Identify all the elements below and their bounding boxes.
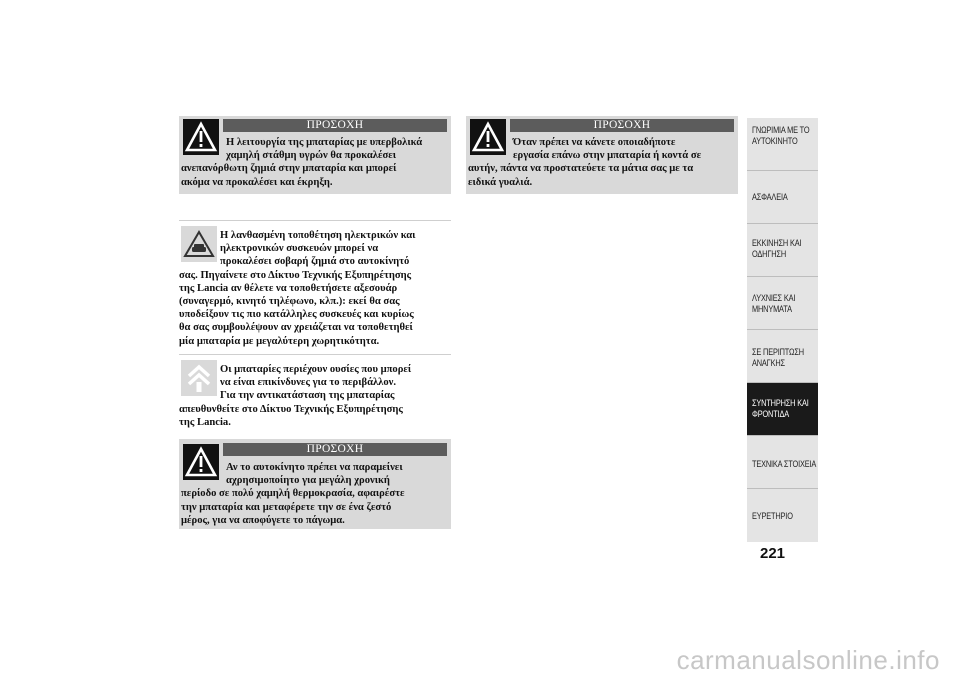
text-line: υποδείξουν τις πιο κατάλληλες συσκευές και κυρίως	[179, 309, 414, 321]
tab-emergency[interactable]	[747, 330, 818, 383]
text-line: Για την αντικατάσταση της μπαταρίας	[220, 390, 395, 402]
text-line: Οι μπαταρίες περιέχουν ουσίες που μπορεί	[220, 364, 412, 375]
text-line: Η λειτουργία της μπαταρίας με υπερβολικά	[226, 137, 423, 148]
text-line: μέρος, για να αποφύγετε το πάγωμα.	[181, 514, 345, 526]
note-text	[179, 229, 451, 348]
text-line: της Lancia αν θέλετε να τοποθετήσετε αξεσουάρ	[179, 282, 398, 294]
note-environment	[179, 354, 451, 426]
tab-label: ΦΡΟΝΤΙΔΑ	[752, 408, 789, 419]
text-line: της Lancia.	[179, 416, 231, 428]
tab-warning-lights[interactable]	[747, 277, 818, 330]
text-line: Αν το αυτοκίνητο πρέπει να παραμείνει	[226, 462, 403, 473]
tab-label: ΜΗΝΥΜΑΤΑ	[752, 303, 792, 314]
text-line: θα σας συμβουλέψουν αν χρειάζεται να τοποθετηθεί	[179, 322, 413, 334]
tab-index[interactable]	[747, 489, 818, 542]
warning-box-battery-level	[179, 116, 451, 194]
tab-starting-driving[interactable]	[747, 224, 818, 277]
text-line: ανεπανόρθωτη ζημιά στην μπαταρία και μπορεί	[181, 163, 397, 175]
warning-box-low-temperature	[179, 439, 451, 529]
text-line: σας. Πηγαίνετε στο Δίκτυο Τεχνικής Εξυπηρέτησης	[179, 269, 412, 281]
text-line: ακόμα να προκαλέσει και έκρηξη.	[181, 176, 333, 188]
text-line: μία μπαταρία με μεγαλύτερη χωρητικότητα.	[179, 335, 380, 347]
text-line: να είναι επικίνδυνες για το περιβάλλον.	[220, 377, 397, 389]
tab-label: ΣΥΝΤΗΡΗΣΗ ΚΑΙ	[752, 398, 809, 408]
warning-header: ΠΡΟΣΟΧΗ	[510, 119, 734, 132]
warning-text	[468, 136, 736, 189]
tab-maintenance-care[interactable]	[747, 383, 818, 436]
tab-label: ΣΕ ΠΕΡΙΠΤΩΣΗ	[752, 347, 804, 357]
page-number: 221	[760, 545, 786, 562]
text-line: εργασία επάνω στην μπαταρία ή κοντά σε	[513, 150, 702, 162]
note-text	[179, 363, 451, 429]
text-line: χαμηλή στάθμη υγρών θα προκαλέσει	[226, 150, 397, 162]
tab-technical-data[interactable]	[747, 436, 818, 489]
tab-label: ΛΥΧΝΙΕΣ ΚΑΙ	[752, 293, 796, 303]
tab-label: ΑΝΑΓΚΗΣ	[752, 357, 785, 368]
tab-label: ΓΝΩΡΙΜΙΑ ΜΕ ΤΟ	[752, 125, 810, 135]
text-line: περίοδο σε πολύ χαμηλή θερμοκρασία, αφαιρέστε	[181, 488, 405, 500]
warning-header: ΠΡΟΣΟΧΗ	[223, 443, 447, 456]
tab-label: ΕΚΚΙΝΗΣΗ ΚΑΙ	[752, 238, 802, 248]
text-line: αυτήν, πάντα να προστατεύετε τα μάτια σας με τα	[468, 163, 694, 175]
warning-box-eye-protection	[466, 116, 738, 194]
tab-label: ΟΔΗΓΗΣΗ	[752, 248, 786, 259]
text-line: προκαλέσει σοβαρή ζημιά στο αυτοκίνητό	[220, 256, 410, 268]
tab-label: ΤΕΧΝΙΚΑ ΣΤΟΙΧΕΙΑ	[752, 459, 817, 469]
text-line: απευθυνθείτε στο Δίκτυο Τεχνικής Εξυπηρέτησης	[179, 403, 403, 415]
tab-label: ΕΥΡΕΤΗΡΙΟ	[752, 511, 793, 521]
tab-getting-to-know[interactable]	[747, 118, 818, 171]
warning-text	[181, 136, 449, 189]
tab-label: ΑΣΦΑΛΕΙΑ	[752, 192, 788, 202]
text-line: αχρησιμοποίητο για μεγάλη χρονική	[226, 475, 390, 487]
text-line: Η λανθασμένη τοποθέτηση ηλεκτρικών και	[220, 230, 416, 241]
warning-text	[181, 461, 449, 527]
tab-safety[interactable]	[747, 171, 818, 224]
text-line: ηλεκτρονικών συσκευών μπορεί να	[220, 243, 379, 255]
text-line: ειδικά γυαλιά.	[468, 176, 533, 188]
note-accessories	[179, 220, 451, 347]
text-line: την μπαταρία και μεταφέρετε την σε ένα ζεστό	[181, 501, 392, 513]
watermark: carmanualsonline.info	[676, 645, 940, 675]
text-line: (συναγερμό, κινητό τηλέφωνο, κλπ.): εκεί θα σας	[179, 296, 400, 308]
warning-header: ΠΡΟΣΟΧΗ	[223, 119, 447, 132]
text-line: Όταν πρέπει να κάνετε οποιαδήποτε	[513, 137, 676, 148]
tab-label: ΑΥΤΟΚΙΝΗΤΟ	[752, 135, 798, 146]
